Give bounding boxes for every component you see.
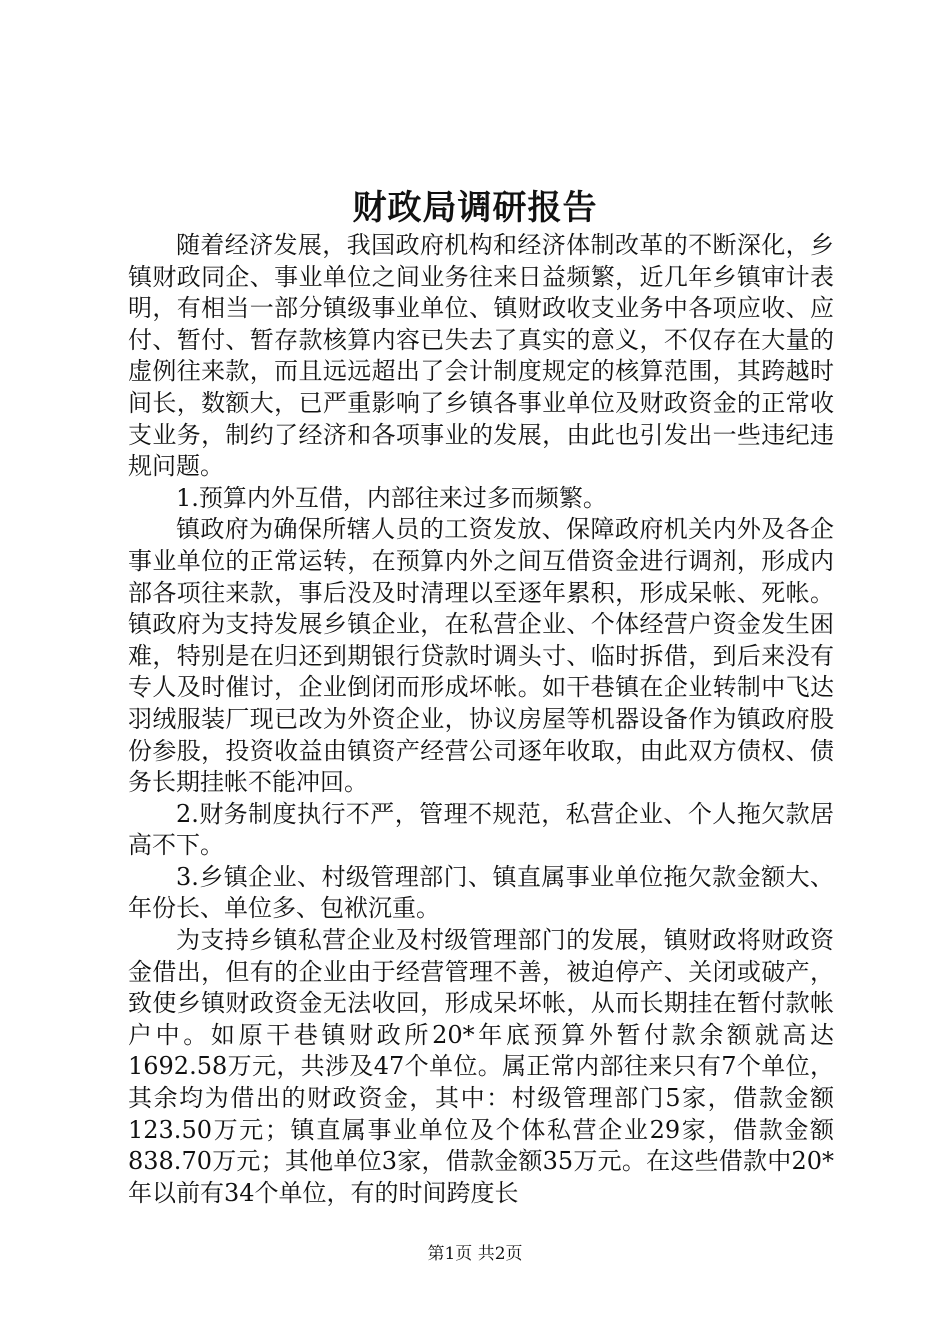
document-title: 财政局调研报告 (352, 188, 598, 228)
paragraph-heading-1: 1.预算内外互借，内部往来过多而频繁。 (176, 483, 607, 512)
paragraph-loans-detail: 为支持乡镇私营企业及村级管理部门的发展，镇财政将财政资金借出，但有的企业由于经营管理不善，被迫停产、关闭或破产，致使乡镇财政资金无法收回，形成呆坏帐，从而长期挂在暂付款帐户中。如原干巷镇财政所20*年底预算外暂付款余额就高达1692.58万元，共涉及47个单位。属正常内部往来只有7个单位，其余均为借出的财政资金，其中：村级管理部门5家，借款金额123.50万元；镇直属事业单位及个体私营企业29家，借款金额838.70万元；其他单位3家，借款金额35万元。在这些借款中20*年以前有34个单位，有的时间跨度长 (128, 926, 834, 1207)
document-body (128, 230, 834, 1209)
paragraph-heading-3: 3.乡镇企业、村级管理部门、镇直属事业单位拖欠款金额大、年份长、单位多、包袱沉重。 (128, 862, 834, 923)
paragraph-budget-borrowing: 镇政府为确保所辖人员的工资发放、保障政府机关内外及各企事业单位的正常运转，在预算内外之间互借资金进行调剂，形成内部各项往来款，事后没及时清理以至逐年累积，形成呆帐、死帐。镇政府为支持发展乡镇企业，在私营企业、个体经营户资金发生困难，特别是在归还到期银行贷款时调头寸、临时拆借，到后来没有专人及时催讨，企业倒闭而形成坏帐。如干巷镇在企业转制中飞达羽绒服装厂现已改为外资企业，协议房屋等机器设备作为镇政府股份参股，投资收益由镇资产经营公司逐年收取，由此双方债权、债务长期挂帐不能冲回。 (128, 515, 834, 797)
paragraph-heading-2: 2.财务制度执行不严，管理不规范，私营企业、个人拖欠款居高不下。 (128, 799, 834, 860)
page-footer: 第1页 共2页 (427, 1244, 523, 1264)
paragraph-intro: 随着经济发展，我国政府机构和经济体制改革的不断深化，乡镇财政同企、事业单位之间业务往来日益频繁，近几年乡镇审计表明，有相当一部分镇级事业单位、镇财政收支业务中各项应收、应付、暂付、暂存款核算内容已失去了真实的意义，不仅存在大量的虚例往来款，而且远远超出了会计制度规定的核算范围，其跨越时间长，数额大，已严重影响了乡镇各事业单位及财政资金的正常收支业务，制约了经济和各项事业的发展，由此也引发出一些违纪违规问题。 (128, 231, 834, 481)
